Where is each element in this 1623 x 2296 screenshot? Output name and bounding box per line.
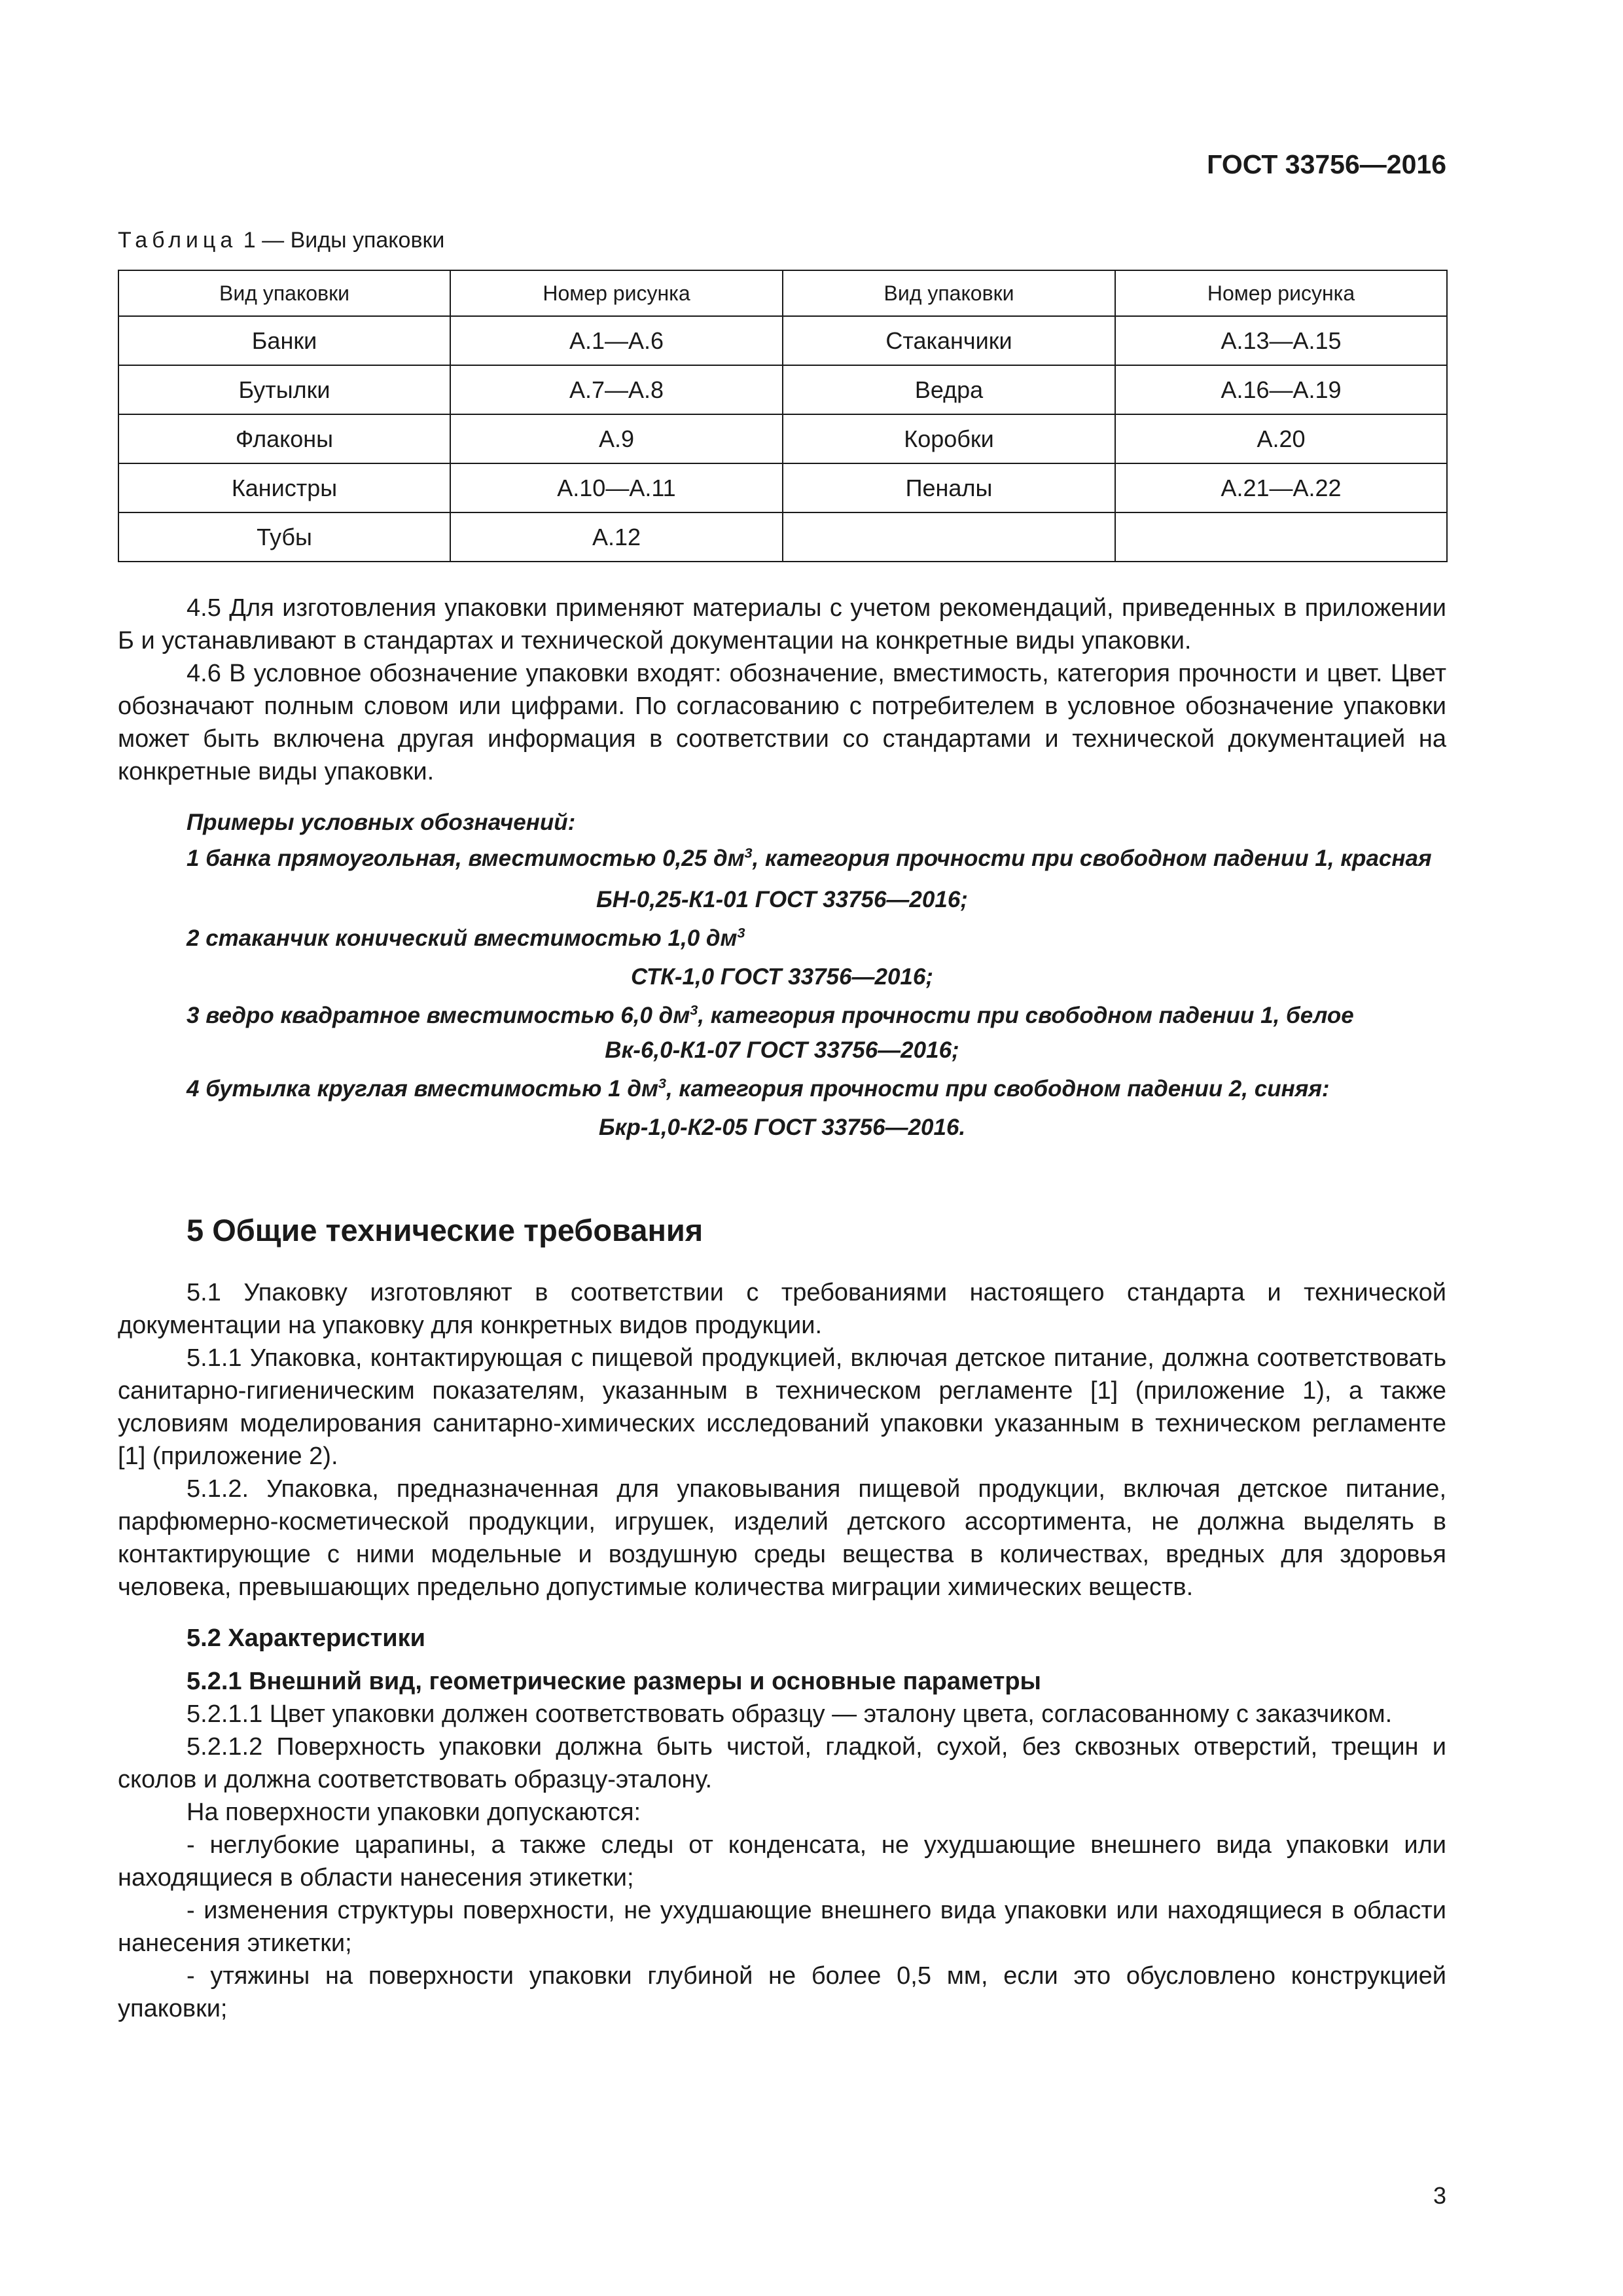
- table-caption-text: 1 — Виды упаковки: [243, 228, 445, 253]
- table-cell: А.21—А.22: [1115, 463, 1447, 512]
- table-caption-label: Таблица: [118, 228, 238, 253]
- subsection-5-2-title: 5.2 Характеристики: [187, 1624, 426, 1652]
- paragraph-allowed: На поверхности упаковки допускаются:: [187, 1799, 641, 1826]
- example-3-text: 3 ведро квадратное вместимостью 6,0 дм: [187, 1003, 690, 1028]
- section-4-paragraphs: [118, 592, 1446, 788]
- list-item: - утяжины на поверхности упаковки глубиной не более 0,5 мм, если это обусловлено конструкцией упаковки;: [118, 1962, 1446, 2022]
- table-cell: Стаканчики: [783, 316, 1115, 365]
- section-5-body: [118, 1276, 1446, 2025]
- column-header: Номер рисунка: [1115, 270, 1447, 316]
- column-header: Вид упаковки: [118, 270, 450, 316]
- subsection-5-2-1-title: 5.2.1 Внешний вид, геометрические размеры и основные параметры: [187, 1668, 1042, 1695]
- table-cell: А.16—А.19: [1115, 365, 1447, 414]
- list-item: - изменения структуры поверхности, не ухудшающие внешнего вида упаковки или находящиеся в области нанесения этикетки;: [118, 1897, 1446, 1957]
- list-item: - неглубокие царапины, а также следы от конденсата, не ухудшающие внешнего вида упаковки или находящиеся в области нанесения этикетки;: [118, 1831, 1446, 1892]
- table-cell: А.12: [450, 512, 783, 562]
- example-1: [118, 842, 1446, 874]
- section-5-title: 5 Общие технические требования: [187, 1213, 704, 1247]
- example-1-code: БН-0,25-К1-01 ГОСТ 33756—2016;: [596, 887, 968, 912]
- example-4: [118, 1073, 1446, 1105]
- table-row: [118, 365, 1447, 414]
- paragraph-5-1: 5.1 Упаковку изготовляют в соответствии с требованиями настоящего стандарта и технической документации на упаковку для конкретных видов продукции.: [118, 1279, 1446, 1339]
- example-1-text: 1 банка прямоугольная, вместимостью 0,25 дм: [187, 846, 745, 871]
- paragraph-4-5: 4.5 Для изготовления упаковки применяют материалы с учетом рекомендаций, приведенных в приложении Б и устанавливают в стандартах и технической документации на конкретные виды упаковки.: [118, 594, 1446, 655]
- table-cell: А.9: [450, 414, 783, 463]
- example-4-code: Бкр-1,0-К2-05 ГОСТ 33756—2016.: [598, 1115, 966, 1140]
- standard-code-header: ГОСТ 33756—2016: [1207, 149, 1446, 179]
- table-caption: [118, 228, 444, 253]
- example-3-code: Вк-6,0-К1-07 ГОСТ 33756—2016;: [605, 1037, 959, 1063]
- example-2-text: 2 стаканчик конический вместимостью 1,0 дм: [187, 925, 738, 951]
- table-cell: Пеналы: [783, 463, 1115, 512]
- example-1-text-tail: , категория прочности при свободном падении 1, красная: [752, 846, 1432, 871]
- table-cell: [783, 512, 1115, 562]
- designation-examples: [118, 806, 1446, 1143]
- table-header-row: [118, 270, 1447, 316]
- table-row: [118, 414, 1447, 463]
- table-cell: Коробки: [783, 414, 1115, 463]
- paragraph-5-2-1-1: 5.2.1.1 Цвет упаковки должен соответствовать образцу — эталону цвета, согласованному с заказчиком.: [187, 1700, 1393, 1728]
- table-cell: Банки: [118, 316, 450, 365]
- table-cell: Канистры: [118, 463, 450, 512]
- example-4-text: 4 бутылка круглая вместимостью 1 дм: [187, 1076, 658, 1102]
- column-header: Номер рисунка: [450, 270, 783, 316]
- table-cell: А.13—А.15: [1115, 316, 1447, 365]
- paragraph-5-1-1: 5.1.1 Упаковка, контактирующая с пищевой продукцией, включая детское питание, должна соответствовать санитарно-гигиеническим показателям, указанным в техническом регламенте [1] (приложение 1), а также условиям моделирования санитарно-химических исследований упаковки указанным в техническом регламенте [1] (приложение 2).: [118, 1344, 1446, 1470]
- table-cell: Бутылки: [118, 365, 450, 414]
- paragraph-4-6: 4.6 В условное обозначение упаковки входят: обозначение, вместимость, категория прочности и цвет. Цвет обозначают полным словом или цифрами. По согласованию с потребителем в условное обозначение упаковки может быть включена другая информация в соответствии со стандартами и технической документацией на конкретные виды упаковки.: [118, 660, 1446, 785]
- table-cell: [1115, 512, 1447, 562]
- example-2-code: СТК-1,0 ГОСТ 33756—2016;: [630, 964, 933, 990]
- paragraph-5-2-1-2: 5.2.1.2 Поверхность упаковки должна быть чистой, гладкой, сухой, без сквозных отверстий, трещин и сколов и должна соответствовать образцу-эталону.: [118, 1733, 1446, 1793]
- example-2-sup: 3: [737, 924, 745, 941]
- page-number: 3: [1433, 2182, 1446, 2209]
- packaging-types-table: [118, 270, 1448, 562]
- table-cell: Ведра: [783, 365, 1115, 414]
- paragraph-5-1-2: 5.1.2. Упаковка, предназначенная для упаковывания пищевой продукции, включая детское питание, парфюмерно-косметической продукции, игрушек, изделий детского ассортимента, не должна выделять в контактирующие с ними модельные и воздушную среды вещества в количествах, вредных для здоровья человека, превышающих предельно допустимые количества миграции химических веществ.: [118, 1475, 1446, 1601]
- example-3: [118, 999, 1446, 1031]
- table-cell: А.1—А.6: [450, 316, 783, 365]
- table-row: [118, 463, 1447, 512]
- example-3-text-tail: , категория прочности при свободном падении 1, белое: [698, 1003, 1354, 1028]
- example-4-text-tail: , категория прочности при свободном падении 2, синяя:: [666, 1076, 1330, 1102]
- examples-heading: Примеры условных обозначений:: [187, 810, 576, 835]
- example-2: [118, 922, 1446, 954]
- table-cell: Тубы: [118, 512, 450, 562]
- table-cell: А.20: [1115, 414, 1447, 463]
- table-cell: А.7—А.8: [450, 365, 783, 414]
- example-3-sup: 3: [690, 1001, 698, 1018]
- table-cell: Флаконы: [118, 414, 450, 463]
- example-4-sup: 3: [658, 1075, 666, 1092]
- table-row: [118, 512, 1447, 562]
- table-cell: А.10—А.11: [450, 463, 783, 512]
- column-header: Вид упаковки: [783, 270, 1115, 316]
- table-row: [118, 316, 1447, 365]
- example-1-sup: 3: [744, 844, 753, 861]
